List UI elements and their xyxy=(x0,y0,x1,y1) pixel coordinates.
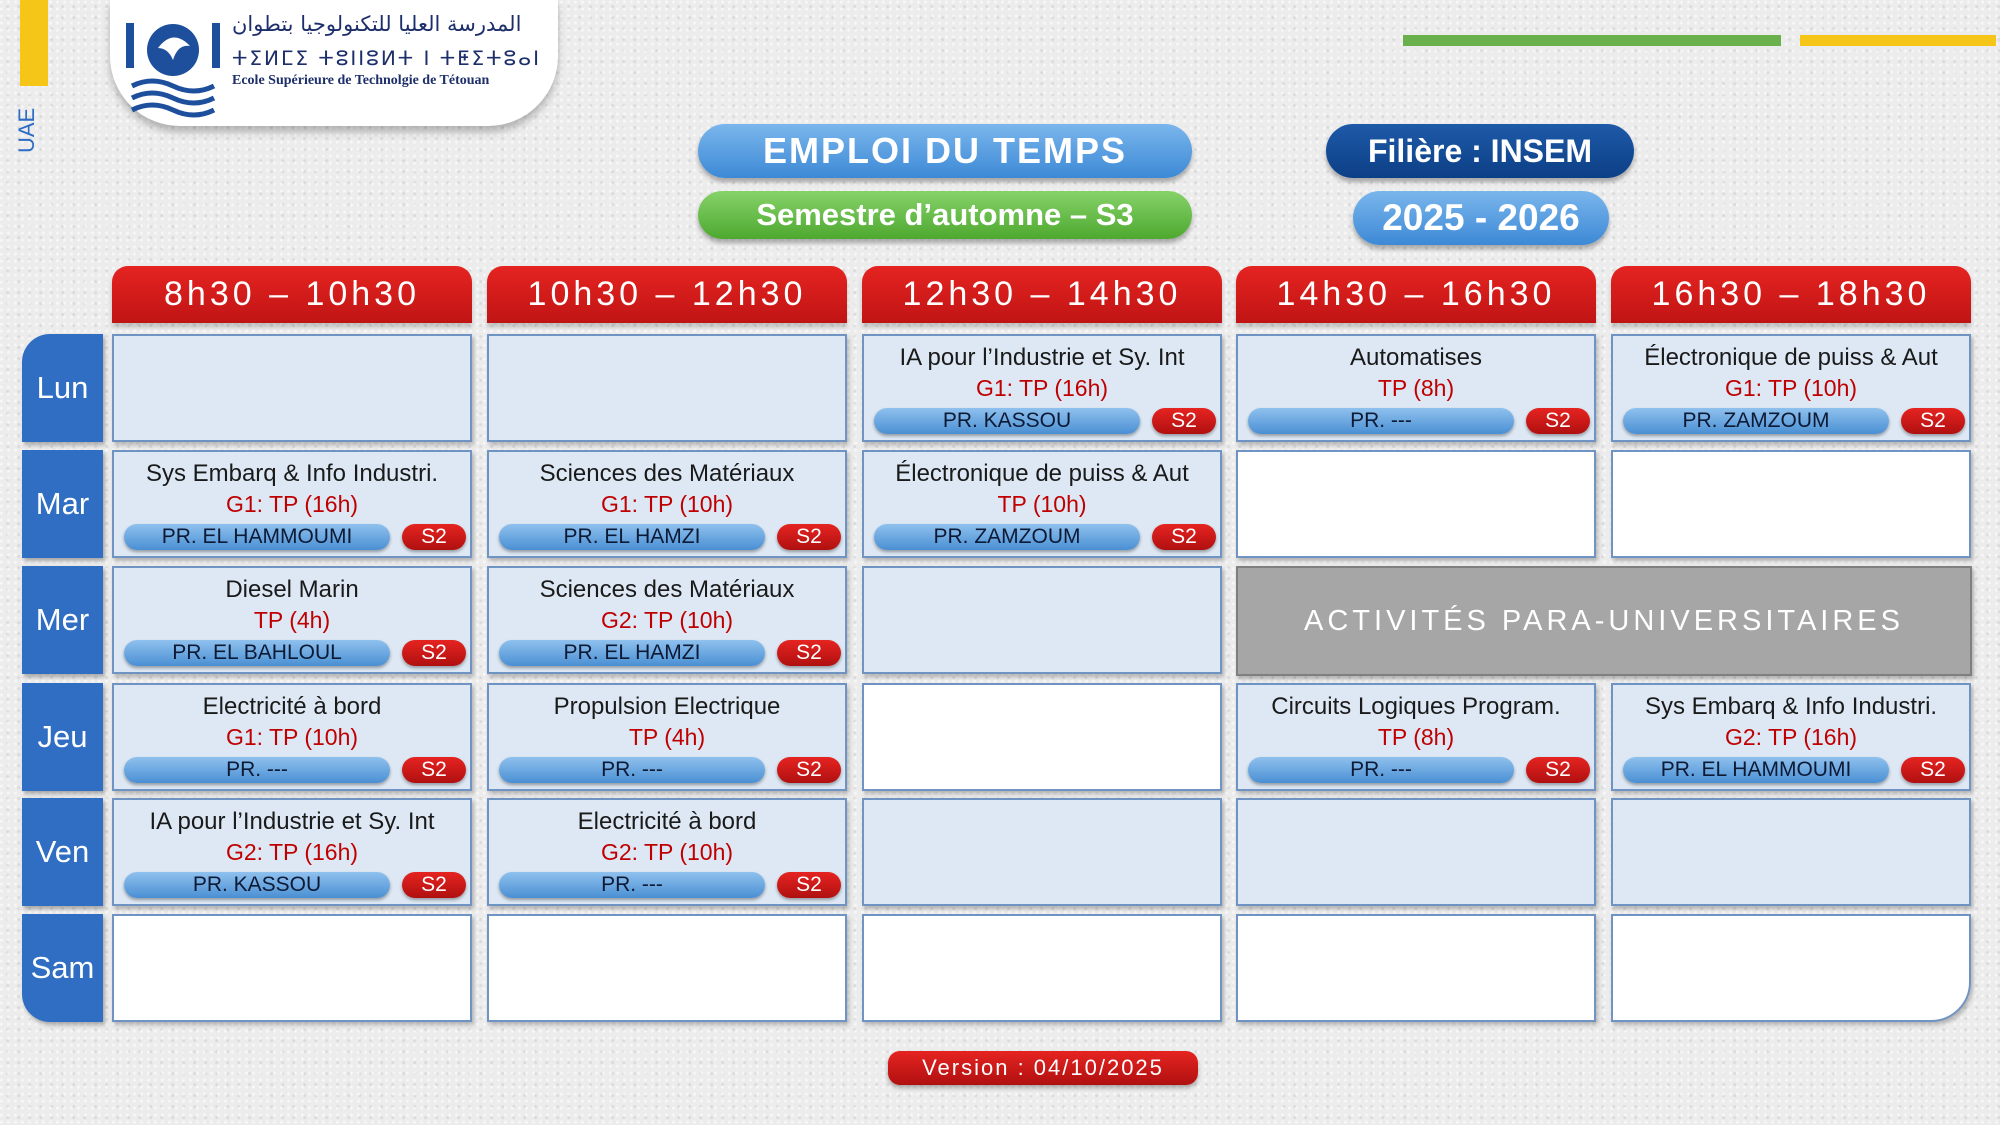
session-type: TP (8h) xyxy=(1377,724,1455,750)
day-label: Ven xyxy=(22,798,103,906)
day-label: Mar xyxy=(22,450,103,558)
session-cell xyxy=(487,798,847,906)
logo-arabic-text: المدرسة العليا للتكنولوجيا بتطوان xyxy=(232,12,522,36)
session-subject: Circuits Logiques Program. xyxy=(1271,693,1561,720)
empty-cell xyxy=(1236,914,1596,1022)
empty-cell xyxy=(487,914,847,1022)
session-type: G1: TP (10h) xyxy=(600,491,734,517)
semester-badge: Semestre d’automne – S3 xyxy=(698,191,1192,239)
professor-badge: PR. --- xyxy=(499,872,765,898)
uae-label: UAE xyxy=(14,107,39,153)
session-type: G2: TP (16h) xyxy=(225,839,359,865)
semester-tag: S2 xyxy=(777,872,841,898)
session-type: G2: TP (16h) xyxy=(1724,724,1858,750)
semester-tag: S2 xyxy=(1526,757,1590,783)
empty-cell xyxy=(862,683,1222,791)
session-cell xyxy=(862,450,1222,558)
professor-badge: PR. KASSOU xyxy=(874,408,1140,434)
professor-badge: PR. KASSOU xyxy=(124,872,390,898)
session-type: G1: TP (16h) xyxy=(225,491,359,517)
semester-tag: S2 xyxy=(777,757,841,783)
empty-cell xyxy=(862,798,1222,906)
professor-badge: PR. --- xyxy=(1248,757,1514,783)
session-type: G1: TP (16h) xyxy=(975,375,1109,401)
empty-cell xyxy=(112,914,472,1022)
semester-tag: S2 xyxy=(402,872,466,898)
yellow-accent-bar xyxy=(20,0,48,86)
session-cell xyxy=(862,334,1222,442)
session-type: G2: TP (10h) xyxy=(600,839,734,865)
green-stripe xyxy=(1403,35,1781,46)
empty-cell xyxy=(487,334,847,442)
session-cell xyxy=(487,683,847,791)
semester-tag: S2 xyxy=(777,640,841,666)
session-subject: IA pour l’Industrie et Sy. Int xyxy=(149,808,435,835)
semester-tag: S2 xyxy=(1901,408,1965,434)
semester-tag: S2 xyxy=(1526,408,1590,434)
session-type: TP (4h) xyxy=(253,607,331,633)
activity-block: ACTIVITÉS PARA-UNIVERSITAIRES xyxy=(1236,566,1972,676)
session-cell xyxy=(112,798,472,906)
session-type: G2: TP (10h) xyxy=(600,607,734,633)
session-subject: Automatises xyxy=(1349,344,1483,371)
page-title: EMPLOI DU TEMPS xyxy=(698,124,1192,178)
day-label: Sam xyxy=(22,914,103,1022)
time-slot-header: 12h30 – 14h30 xyxy=(862,266,1222,323)
session-subject: Sciences des Matériaux xyxy=(539,460,795,487)
session-subject: Sciences des Matériaux xyxy=(539,576,795,603)
school-emblem-icon xyxy=(120,8,226,118)
professor-badge: PR. EL BAHLOUL xyxy=(124,640,390,666)
semester-tag: S2 xyxy=(1152,408,1216,434)
professor-badge: PR. ZAMZOUM xyxy=(1623,408,1889,434)
academic-year-badge: 2025 - 2026 xyxy=(1353,191,1609,245)
version-badge: Version : 04/10/2025 xyxy=(888,1051,1198,1085)
session-subject: Électronique de puiss & Aut xyxy=(1644,344,1938,371)
session-cell xyxy=(112,450,472,558)
session-type: G1: TP (10h) xyxy=(1724,375,1858,401)
professor-badge: PR. EL HAMMOUMI xyxy=(124,524,390,550)
time-slot-header: 14h30 – 16h30 xyxy=(1236,266,1596,323)
session-cell xyxy=(1611,334,1971,442)
semester-tag: S2 xyxy=(777,524,841,550)
empty-cell xyxy=(862,566,1222,674)
semester-tag: S2 xyxy=(1901,757,1965,783)
empty-cell xyxy=(1611,914,1971,1022)
session-type: TP (10h) xyxy=(997,491,1087,517)
filiere-badge: Filière : INSEM xyxy=(1326,124,1634,178)
session-subject: Electricité à bord xyxy=(202,693,382,720)
day-label: Mer xyxy=(22,566,103,674)
professor-badge: PR. --- xyxy=(124,757,390,783)
day-label: Lun xyxy=(22,334,103,442)
session-type: TP (4h) xyxy=(628,724,706,750)
professor-badge: PR. --- xyxy=(1248,408,1514,434)
session-subject: Électronique de puiss & Aut xyxy=(895,460,1189,487)
empty-cell xyxy=(862,914,1222,1022)
professor-badge: PR. EL HAMZI xyxy=(499,640,765,666)
semester-tag: S2 xyxy=(402,640,466,666)
session-cell xyxy=(1611,683,1971,791)
professor-badge: PR. ZAMZOUM xyxy=(874,524,1140,550)
session-type: TP (8h) xyxy=(1377,375,1455,401)
time-slot-header: 8h30 – 10h30 xyxy=(112,266,472,323)
time-slot-header: 10h30 – 12h30 xyxy=(487,266,847,323)
session-type: G1: TP (10h) xyxy=(225,724,359,750)
empty-cell xyxy=(1236,798,1596,906)
empty-cell xyxy=(1611,798,1971,906)
professor-badge: PR. EL HAMMOUMI xyxy=(1623,757,1889,783)
professor-badge: PR. EL HAMZI xyxy=(499,524,765,550)
session-subject: Sys Embarq & Info Industri. xyxy=(1644,693,1938,720)
empty-cell xyxy=(1611,450,1971,558)
day-label: Jeu xyxy=(22,683,103,791)
semester-tag: S2 xyxy=(1152,524,1216,550)
semester-tag: S2 xyxy=(402,524,466,550)
session-subject: Diesel Marin xyxy=(225,576,359,603)
session-cell xyxy=(112,566,472,674)
session-subject: Electricité à bord xyxy=(577,808,757,835)
session-subject: Sys Embarq & Info Industri. xyxy=(145,460,439,487)
session-subject: Propulsion Electrique xyxy=(553,693,781,720)
logo-french-text: Ecole Supérieure de Technolgie de Tétouan xyxy=(232,73,490,88)
empty-cell xyxy=(1236,450,1596,558)
session-cell xyxy=(1236,334,1596,442)
logo-tifinagh-text: ⵜⵉⵍⵎⵉ ⵜⵓⵏⵏⵓⵍⵜ ⵏ ⵜⵟⵉⵜⵓⴰⵏ xyxy=(232,46,542,70)
session-cell xyxy=(1236,683,1596,791)
session-cell xyxy=(487,450,847,558)
yellow-stripe xyxy=(1800,35,1996,46)
professor-badge: PR. --- xyxy=(499,757,765,783)
empty-cell xyxy=(112,334,472,442)
semester-tag: S2 xyxy=(402,757,466,783)
session-subject: IA pour l’Industrie et Sy. Int xyxy=(899,344,1185,371)
time-slot-header: 16h30 – 18h30 xyxy=(1611,266,1971,323)
session-cell xyxy=(112,683,472,791)
session-cell xyxy=(487,566,847,674)
